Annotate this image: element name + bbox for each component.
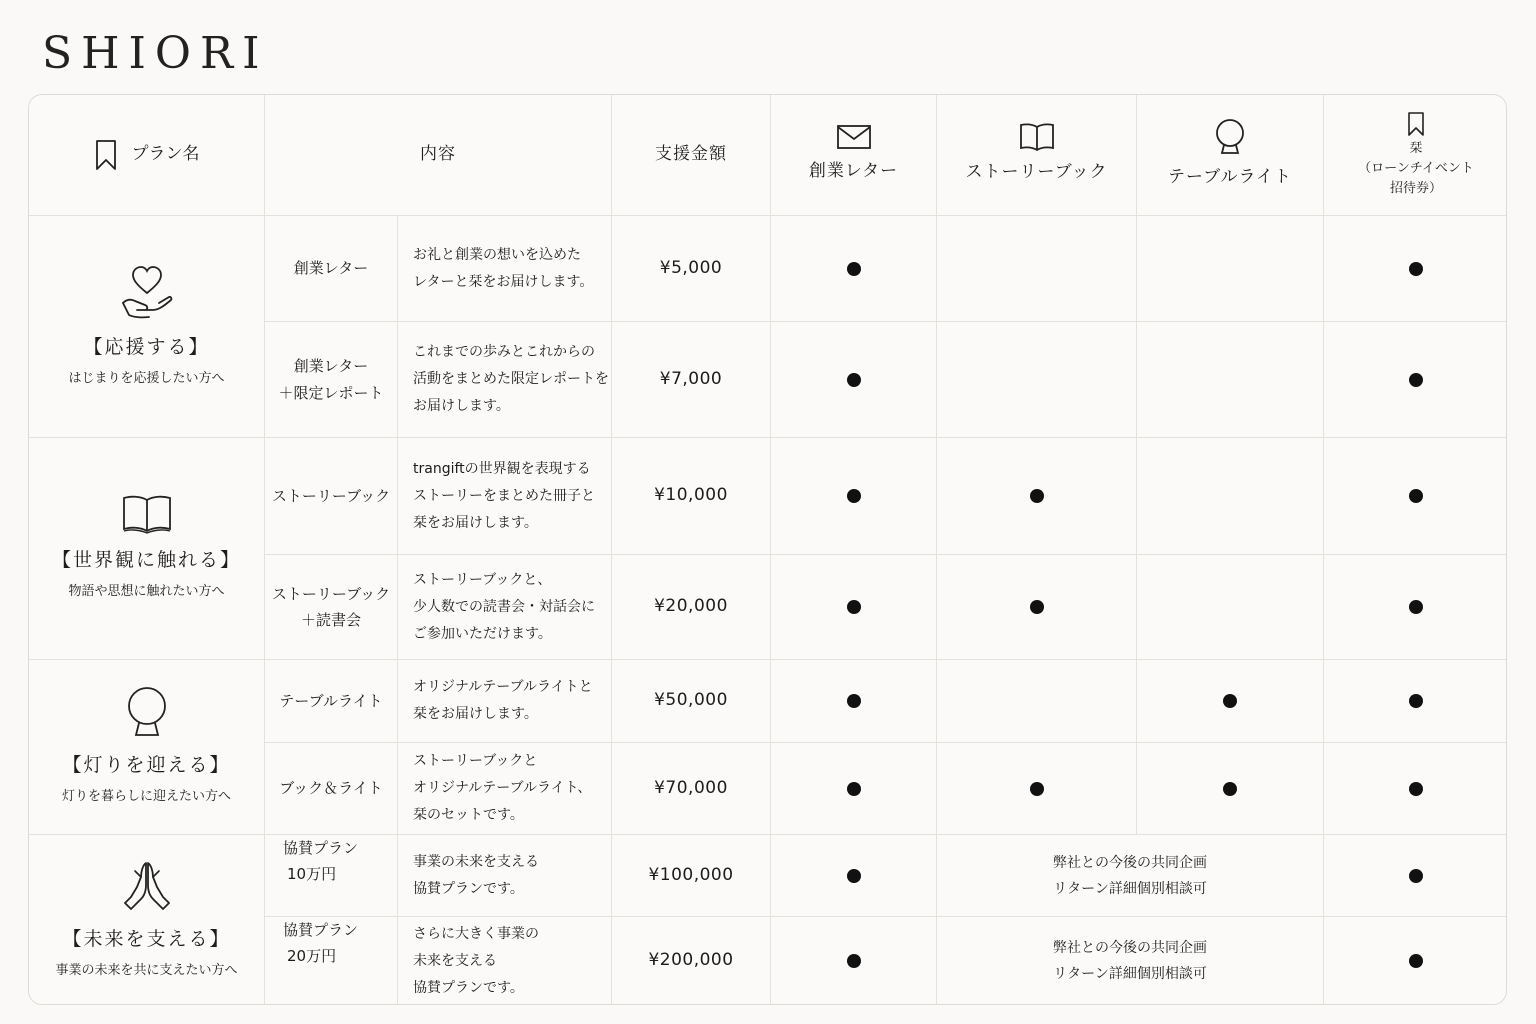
group-future-title: 【未来を支える】 [62, 928, 231, 950]
joint-project-note [937, 835, 1324, 917]
desc-line: trangiftの世界観を表現する [413, 460, 591, 477]
plan-amount: ¥100,000 [612, 835, 771, 917]
mark-cell [771, 660, 937, 743]
plan-description [398, 322, 612, 438]
plan-amount: ¥7,000 [612, 322, 771, 438]
mark-cell [1324, 743, 1507, 835]
mark-cell [1137, 743, 1324, 835]
group-worldview [29, 438, 265, 660]
joint-project-note [937, 917, 1324, 1005]
mark-cell [937, 216, 1137, 322]
mark-cell [1324, 322, 1507, 438]
plan-name-line: 20万円 [287, 947, 337, 966]
included-dot [1409, 954, 1423, 968]
included-dot [847, 869, 861, 883]
plan-amount: ¥50,000 [612, 660, 771, 743]
included-dot [1409, 262, 1423, 276]
joint-line: 弊社との今後の共同企画 [1053, 940, 1207, 956]
plan-name-line: ＋読書会 [300, 611, 361, 629]
group-future [29, 835, 265, 1005]
envelope-icon [836, 123, 872, 151]
included-dot [847, 489, 861, 503]
mark-cell [937, 322, 1137, 438]
desc-line: オリジナルテーブルライト、 [413, 780, 592, 796]
plan-name-line: ストーリーブック [271, 486, 391, 505]
mark-cell [771, 216, 937, 322]
mark-cell [1324, 216, 1507, 322]
mark-cell [937, 555, 1137, 660]
desc-line: お届けします。 [413, 398, 510, 414]
mark-cell [1324, 555, 1507, 660]
plan-name [265, 216, 398, 322]
plan-name [265, 743, 398, 835]
plan-description [398, 555, 612, 660]
desc-line: レターと栞をお届けします。 [413, 273, 594, 290]
plan-name-line: ストーリーブック [271, 584, 391, 603]
plan-name-line: ブック＆ライト [279, 779, 383, 798]
praying-hands-icon [119, 857, 175, 913]
desc-line: 活動をまとめた限定レポートを [413, 371, 609, 387]
mark-cell [1137, 555, 1324, 660]
desc-line: 協賛プランです。 [413, 979, 524, 996]
book-icon [1018, 122, 1056, 152]
plan-description [398, 438, 612, 555]
header-amount: 支援金額 [612, 95, 771, 216]
plan-description [398, 917, 612, 1005]
plan-name [265, 917, 398, 1005]
header-shiori [1324, 95, 1507, 216]
mark-cell [1324, 660, 1507, 743]
desc-line: ストーリーをまとめた冊子と [413, 487, 595, 504]
plan-name-line: ＋限定レポート [278, 383, 384, 402]
plan-name-line: 創業レター [293, 259, 369, 278]
open-book-icon [121, 494, 173, 534]
header-shiori-label: 栞 [1409, 141, 1423, 156]
desc-line: 事業の未来を支える [413, 853, 539, 870]
plan-name [265, 322, 398, 438]
mark-cell [1137, 660, 1324, 743]
plan-name-line: テーブルライト [279, 691, 383, 710]
mark-cell [937, 438, 1137, 555]
mark-cell [1324, 438, 1507, 555]
group-support [29, 216, 265, 438]
desc-line: 栞のセットです。 [413, 807, 524, 823]
included-dot [1409, 869, 1423, 883]
group-light [29, 660, 265, 835]
header-book [937, 95, 1137, 216]
plan-name [265, 835, 398, 917]
plan-name [265, 438, 398, 555]
header-letter-label: 創業レター [808, 161, 899, 182]
plan-name-line: 創業レター [293, 357, 369, 376]
plan-description [398, 743, 612, 835]
bookmark-icon [1406, 111, 1426, 137]
joint-line: リターン詳細個別相談可 [1053, 966, 1207, 982]
mark-cell [771, 743, 937, 835]
desc-line: さらに大きく事業の [413, 925, 539, 942]
mark-cell [771, 917, 937, 1005]
included-dot [1409, 373, 1423, 387]
plan-name-line: 協賛プラン [283, 839, 359, 857]
joint-line: 弊社との今後の共同企画 [1053, 854, 1207, 871]
mark-cell [1137, 216, 1324, 322]
included-dot [1409, 489, 1423, 503]
header-light-label: テーブルライト [1168, 167, 1292, 188]
included-dot [847, 373, 861, 387]
included-dot [847, 262, 861, 276]
plan-amount: ¥70,000 [612, 743, 771, 835]
group-future-sub: 事業の未来を共に支えたい方へ [55, 963, 238, 979]
header-content: 内容 [265, 95, 612, 216]
mark-cell [1137, 438, 1324, 555]
desc-line: 少人数での読書会・対話会に [413, 598, 595, 615]
desc-line: お礼と創業の想いを込めた [413, 246, 581, 263]
mark-cell [937, 660, 1137, 743]
desc-line: ストーリーブックと [413, 753, 538, 769]
plan-amount: ¥20,000 [612, 555, 771, 660]
group-support-title: 【応援する】 [83, 335, 210, 358]
plan-amount: ¥10,000 [612, 438, 771, 555]
mark-cell [1324, 835, 1507, 917]
lamp-icon [1213, 117, 1247, 157]
included-dot [847, 782, 861, 796]
mark-cell [771, 322, 937, 438]
lamp-icon [125, 685, 169, 739]
included-dot [1223, 782, 1237, 796]
group-light-sub: 灯りを暮らしに迎えたい方へ [61, 789, 231, 805]
header-letter [771, 95, 937, 216]
included-dot [847, 600, 861, 614]
mark-cell [771, 835, 937, 917]
desc-line: 協賛プランです。 [413, 880, 524, 897]
plan-description [398, 216, 612, 322]
header-ticket-label: 招待券） [1389, 181, 1442, 196]
group-worldview-title: 【世界観に触れる】 [51, 548, 241, 571]
included-dot [1030, 782, 1044, 796]
mark-cell [1137, 322, 1324, 438]
desc-line: ご参加いただけます。 [413, 625, 552, 642]
included-dot [1409, 694, 1423, 708]
included-dot [847, 694, 861, 708]
plan-amount: ¥200,000 [612, 917, 771, 1005]
bookmark-icon [94, 139, 118, 171]
desc-line: ストーリーブックと、 [413, 571, 552, 588]
included-dot [1030, 489, 1044, 503]
plan-description [398, 835, 612, 917]
plan-description [398, 660, 612, 743]
header-light [1137, 95, 1324, 216]
desc-line: 未来を支える [413, 952, 497, 969]
mark-cell [771, 438, 937, 555]
header-plan [29, 95, 265, 216]
desc-line: オリジナルテーブルライトと [413, 679, 593, 695]
header-event-label: （ローンチイベント [1358, 161, 1474, 176]
plan-name [265, 660, 398, 743]
header-book-label: ストーリーブック [965, 162, 1108, 183]
group-light-title: 【灯りを迎える】 [62, 754, 231, 776]
desc-line: 栞をお届けします。 [413, 514, 538, 531]
included-dot [1409, 782, 1423, 796]
mark-cell [771, 555, 937, 660]
brand-logo: SHIORI [42, 28, 269, 79]
desc-line: 栞をお届けします。 [413, 706, 538, 722]
group-support-sub: はじまりを応援したい方へ [68, 370, 225, 386]
included-dot [847, 954, 861, 968]
plan-table [28, 94, 1507, 1005]
desc-line: これまでの歩みとこれからの [413, 344, 595, 360]
included-dot [1030, 600, 1044, 614]
plan-amount: ¥5,000 [612, 216, 771, 322]
heart-hand-icon [119, 263, 175, 321]
group-worldview-sub: 物語や思想に触れたい方へ [68, 583, 225, 599]
joint-line: リターン詳細個別相談可 [1053, 880, 1207, 897]
plan-name-line: 協賛プラン [283, 921, 359, 939]
plan-name [265, 555, 398, 660]
mark-cell [937, 743, 1137, 835]
header-plan-label: プラン名 [131, 144, 200, 165]
included-dot [1409, 600, 1423, 614]
included-dot [1223, 694, 1237, 708]
plan-name-line: 10万円 [287, 865, 337, 884]
mark-cell [1324, 917, 1507, 1005]
